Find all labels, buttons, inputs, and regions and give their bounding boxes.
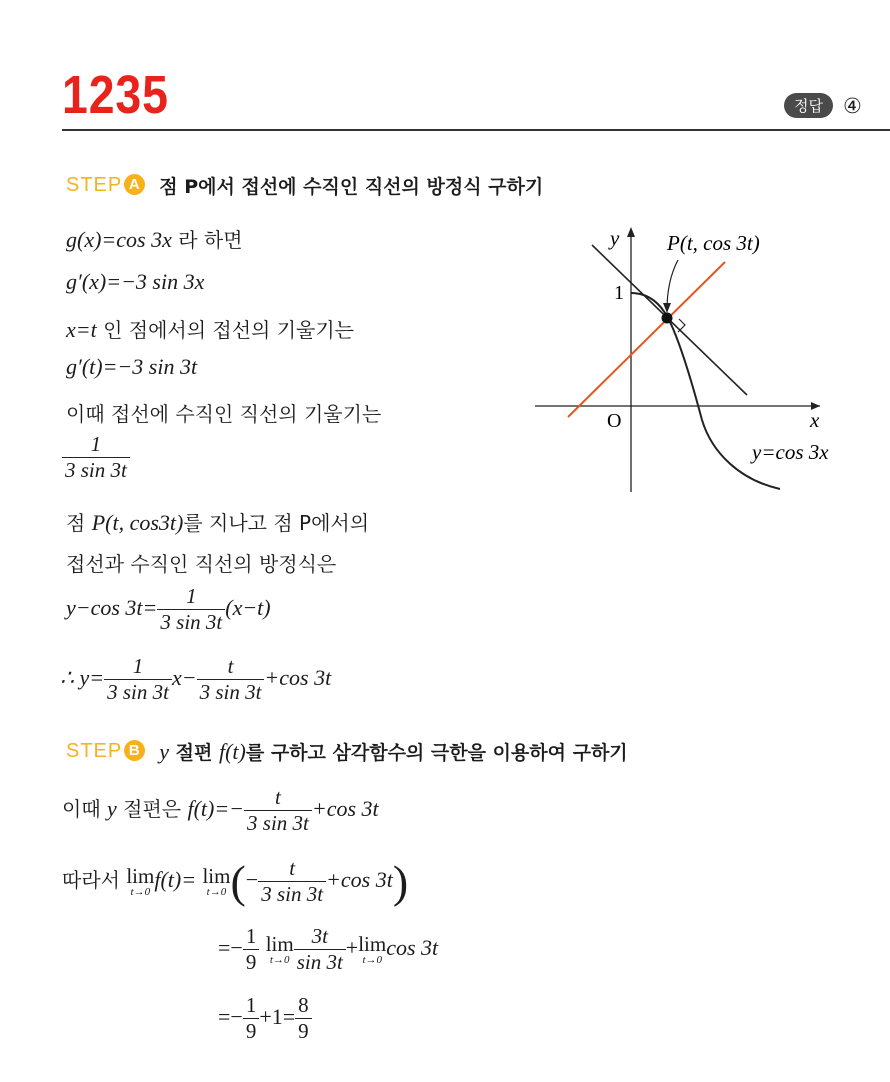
answer-value: ④ (842, 93, 862, 118)
step-a-line-5: 이때 접선에 수직인 직선의 기울기는 (66, 402, 382, 426)
step-b-line-4: =− $\frac{1}{9}$ +1= $\frac{8}{9}$ (218, 993, 312, 1044)
point-p (662, 313, 673, 324)
y-axis-arrow-icon (627, 227, 635, 237)
step-a-line-4: g′(t)=−3 sin 3t (66, 354, 198, 379)
step-a-line-1: g(x)=cos 3x 라 하면 (66, 227, 243, 252)
step-b-title: y 절편 f(t)를 구하고 삼각함수의 극한을 이용하여 구하기 (159, 739, 628, 764)
perpendicular-line (568, 262, 725, 417)
tick-label-one: 1 (614, 282, 624, 304)
step-b-header (66, 738, 628, 765)
curve-label: y=cos 3x (752, 440, 829, 464)
step-a-line-8: 접선과 수직인 직선의 방정식은 (66, 552, 337, 576)
y-axis-label: y (610, 226, 620, 250)
step-a-title: 점 P에서 접선에 수직인 직선의 방정식 구하기 (159, 176, 544, 198)
step-a-equation-2: ∴ y= $\frac{1}{3 \sin 3t}$ x− $\frac{t}{3 \sin 3t}$ +cos 3t (60, 654, 332, 704)
step-b-label: STEP B (66, 740, 145, 763)
answer-area (784, 93, 862, 118)
origin-label: O (607, 410, 622, 432)
step-a-slope-fraction: $\frac{1}{3 \sin 3t}$ (62, 432, 130, 483)
header-divider (62, 129, 890, 131)
step-a-label: STEP A (66, 174, 145, 197)
problem-number: 1235 (62, 65, 169, 125)
step-a-badge-icon: A (124, 174, 145, 195)
step-b-line-2: 따라서 lim t→0 f(t)= lim t→0 (− $\frac{t}{3 \sin 3t}$ +cos 3t) (62, 856, 409, 907)
answer-badge: 정답 (784, 93, 833, 118)
x-axis-label: x (810, 408, 820, 432)
label-pointer (667, 260, 678, 310)
step-a-line-2: g′(x)=−3 sin 3x (66, 269, 205, 294)
step-b-line-1: 이때 y 절편은 f(t)=− $\frac{t}{3 \sin 3t}$ +cos 3t (62, 785, 379, 835)
step-a-line-7: 점 P(t, cos3t)를 지나고 점 P에서의 (66, 510, 370, 535)
step-a-header (66, 172, 543, 199)
cosine-graph (520, 215, 880, 505)
step-a-equation-1: y−cos 3t= $\frac{1}{3 \sin 3t}$ (x−t) (66, 584, 271, 634)
step-a-line-3: x=t 인 점에서의 접선의 기울기는 (66, 317, 355, 342)
step-b-line-3: =− $\frac{1}{9}$ lim t→0 $\frac{3t}{\sin 3t}$ +lim t→0 cos 3t (218, 924, 439, 974)
step-b-badge-icon: B (124, 740, 145, 761)
point-p-label: P(t, cos 3t) (667, 231, 760, 255)
